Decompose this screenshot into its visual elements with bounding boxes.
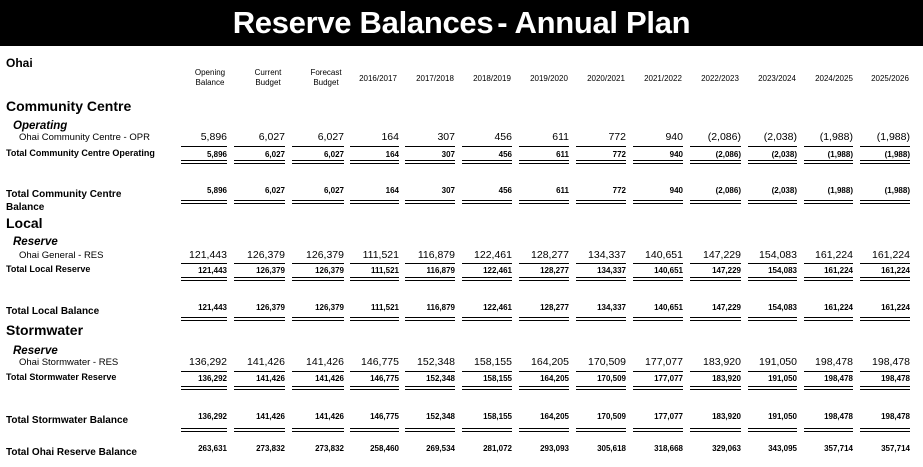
line-item-value: 772 <box>608 131 626 143</box>
subtotal-top-rule <box>633 263 683 264</box>
balance-double-rule <box>860 317 910 321</box>
balance-double-rule <box>234 317 285 321</box>
subtotal-double-rule <box>576 386 626 390</box>
line-item-value: 121,443 <box>189 249 227 261</box>
balance-double-rule <box>462 317 512 321</box>
subtotal-value: 6,027 <box>264 150 285 159</box>
subtotal-double-rule <box>633 160 683 164</box>
subtotal-double-rule <box>690 386 741 390</box>
grand-total-value: 263,631 <box>198 444 227 453</box>
balance-label: Total Stormwater Balance <box>6 415 129 426</box>
line-item-value: 198,478 <box>872 356 910 368</box>
balance-double-rule <box>462 428 512 432</box>
page-title-banner <box>0 0 923 46</box>
subtotal-double-rule <box>690 160 741 164</box>
line-item-value: 456 <box>494 131 512 143</box>
balance-value: 164,205 <box>540 412 569 421</box>
title-main: Reserve Balances <box>232 5 494 40</box>
subtotal-top-rule <box>804 263 853 264</box>
balance-value: 147,229 <box>712 303 741 312</box>
subtotal-value: 116,879 <box>426 266 455 275</box>
subtotal-top-rule <box>804 371 853 372</box>
subtotal-top-rule <box>292 146 344 147</box>
line-item-value: 611 <box>552 131 569 143</box>
subtotal-double-rule <box>292 277 344 281</box>
subtotal-double-rule <box>748 160 797 164</box>
line-item-value: 152,348 <box>417 356 455 368</box>
subtotal-value: 170,509 <box>597 374 626 383</box>
balance-double-rule <box>519 428 569 432</box>
balance-value: 307 <box>441 186 455 195</box>
line-item-value: 158,155 <box>474 356 512 368</box>
subtotal-top-rule <box>576 146 626 147</box>
balance-value: 6,027 <box>323 186 344 195</box>
line-item-value: 161,224 <box>815 249 853 261</box>
balance-double-rule <box>234 428 285 432</box>
subtotal-double-rule <box>860 160 910 164</box>
balance-double-rule <box>405 200 455 204</box>
subtotal-double-rule <box>405 386 455 390</box>
balance-double-rule <box>519 317 569 321</box>
line-item-value: 136,292 <box>189 356 227 368</box>
subtotal-value: 121,443 <box>198 266 227 275</box>
line-item-value: 141,426 <box>247 356 285 368</box>
grand-total-value: 357,714 <box>881 444 910 453</box>
balance-value: 191,050 <box>768 412 797 421</box>
subtotal-value: 154,083 <box>768 266 797 275</box>
balance-value: 164 <box>385 186 399 195</box>
subtotal-value: 198,478 <box>824 374 853 383</box>
subtotal-top-rule <box>234 263 285 264</box>
subtotal-value: 161,224 <box>881 266 910 275</box>
line-item-value: 147,229 <box>703 249 741 261</box>
subtotal-value: (2,086) <box>715 150 741 159</box>
balance-value: 6,027 <box>264 186 285 195</box>
subtotal-value: 140,651 <box>654 266 683 275</box>
line-item-value: 134,337 <box>588 249 626 261</box>
balance-double-rule <box>804 317 853 321</box>
balance-double-rule <box>292 200 344 204</box>
subtotal-double-rule <box>576 277 626 281</box>
balance-value: 140,651 <box>654 303 683 312</box>
grand-total-value: 273,832 <box>315 444 344 453</box>
section-heading: Community Centre <box>6 98 132 114</box>
subtotal-double-rule <box>350 160 399 164</box>
balance-value: 170,509 <box>597 412 626 421</box>
balance-value: 5,896 <box>206 186 227 195</box>
subtotal-double-rule <box>181 160 227 164</box>
subtotal-top-rule <box>748 371 797 372</box>
balance-label: Total Local Balance <box>6 306 100 317</box>
subtotal-double-rule <box>519 160 569 164</box>
line-item-value: (1,988) <box>876 131 910 143</box>
grand-total-value: 318,668 <box>654 444 683 453</box>
balance-double-rule <box>181 317 227 321</box>
line-item-label: Ohai General - RES <box>19 250 104 261</box>
subtotal-top-rule <box>462 263 512 264</box>
balance-value: 183,920 <box>712 412 741 421</box>
line-item-value: (1,988) <box>819 131 853 143</box>
balance-double-rule <box>181 428 227 432</box>
balance-double-rule <box>350 428 399 432</box>
subtotal-double-rule <box>576 160 626 164</box>
balance-double-rule <box>633 428 683 432</box>
title-suffix: - Annual Plan <box>497 5 691 40</box>
balance-double-rule <box>405 317 455 321</box>
subtotal-top-rule <box>519 263 569 264</box>
line-item-value: 940 <box>665 131 683 143</box>
subtotal-value: 136,292 <box>198 374 227 383</box>
balance-value: (1,988) <box>884 186 910 195</box>
location-label: Ohai <box>6 56 33 70</box>
subtotal-value: (1,988) <box>884 150 910 159</box>
balance-value: 128,277 <box>540 303 569 312</box>
subtotal-top-rule <box>690 371 741 372</box>
subtotal-double-rule <box>462 386 512 390</box>
line-item-value: 183,920 <box>703 356 741 368</box>
balance-value: 161,224 <box>824 303 853 312</box>
subtotal-double-rule <box>405 277 455 281</box>
grand-total-value: 269,534 <box>426 444 455 453</box>
balance-value: 116,879 <box>426 303 455 312</box>
subtotal-double-rule <box>860 386 910 390</box>
subtotal-value: 141,426 <box>315 374 344 383</box>
balance-value: 158,155 <box>483 412 512 421</box>
balance-double-rule <box>181 200 227 204</box>
column-header: Forecast Budget <box>310 68 342 87</box>
subtotal-top-rule <box>292 263 344 264</box>
balance-value: 772 <box>612 186 626 195</box>
balance-value: 121,443 <box>198 303 227 312</box>
line-item-value: 146,775 <box>361 356 399 368</box>
subtotal-value: 164 <box>385 150 399 159</box>
subtotal-value: 177,077 <box>654 374 683 383</box>
subtotal-value: 456 <box>498 150 512 159</box>
subtotal-value: 146,775 <box>370 374 399 383</box>
balance-double-rule <box>748 317 797 321</box>
balance-double-rule <box>804 428 853 432</box>
line-item-value: 128,277 <box>531 249 569 261</box>
balance-double-rule <box>860 200 910 204</box>
line-item-value: 116,879 <box>417 249 455 261</box>
balance-value: 198,478 <box>824 412 853 421</box>
subtotal-double-rule <box>292 160 344 164</box>
grand-total-value: 258,460 <box>370 444 399 453</box>
line-item-value: 126,379 <box>306 249 344 261</box>
subtotal-double-rule <box>519 277 569 281</box>
subtotal-double-rule <box>234 386 285 390</box>
line-item-value: 141,426 <box>306 356 344 368</box>
subtotal-double-rule <box>181 386 227 390</box>
subtotal-value: 772 <box>612 150 626 159</box>
subtotal-top-rule <box>576 263 626 264</box>
subtotal-value: 126,379 <box>256 266 285 275</box>
subtotal-top-rule <box>181 146 227 147</box>
line-item-value: 126,379 <box>247 249 285 261</box>
balance-double-rule <box>350 200 399 204</box>
subtotal-top-rule <box>860 263 910 264</box>
line-item-value: (2,086) <box>707 131 741 143</box>
balance-double-rule <box>292 428 344 432</box>
subtotal-top-rule <box>234 146 285 147</box>
subtotal-value: 122,461 <box>483 266 512 275</box>
subtotal-double-rule <box>860 277 910 281</box>
balance-value: 940 <box>669 186 683 195</box>
subtotal-value: 5,896 <box>206 150 227 159</box>
subtotal-double-rule <box>633 386 683 390</box>
line-item-value: 122,461 <box>474 249 512 261</box>
subtotal-label: Total Stormwater Reserve <box>6 372 117 382</box>
subtotal-top-rule <box>405 371 455 372</box>
subtotal-top-rule <box>860 371 910 372</box>
subtotal-double-rule <box>181 277 227 281</box>
grand-total-value: 343,095 <box>768 444 797 453</box>
subtotal-top-rule <box>234 371 285 372</box>
subtotal-top-rule <box>350 263 399 264</box>
line-item-value: 111,521 <box>362 249 399 261</box>
column-header: 2018/2019 <box>473 74 511 83</box>
subtotal-double-rule <box>519 386 569 390</box>
balance-value: 141,426 <box>315 412 344 421</box>
subtotal-value: 940 <box>669 150 683 159</box>
line-item-value: (2,038) <box>763 131 797 143</box>
balance-double-rule <box>860 428 910 432</box>
subtotal-top-rule <box>633 371 683 372</box>
balance-value: (2,038) <box>771 186 797 195</box>
subtotal-top-rule <box>405 146 455 147</box>
subtotal-top-rule <box>462 371 512 372</box>
subtotal-double-rule <box>804 277 853 281</box>
subtotal-double-rule <box>748 277 797 281</box>
subtotal-double-rule <box>804 160 853 164</box>
balance-value: 161,224 <box>881 303 910 312</box>
column-header: 2020/2021 <box>587 74 625 83</box>
line-item-value: 6,027 <box>258 131 285 143</box>
line-item-value: 154,083 <box>759 249 797 261</box>
balance-value: 136,292 <box>198 412 227 421</box>
subtotal-value: 191,050 <box>768 374 797 383</box>
balance-double-rule <box>748 200 797 204</box>
balance-value: 134,337 <box>597 303 626 312</box>
balance-value: 611 <box>556 186 569 195</box>
grand-total-value: 281,072 <box>483 444 512 453</box>
subtotal-double-rule <box>748 386 797 390</box>
column-header: 2019/2020 <box>530 74 568 83</box>
subtotal-value: 164,205 <box>540 374 569 383</box>
balance-value: 198,478 <box>881 412 910 421</box>
balance-double-rule <box>804 200 853 204</box>
grand-total-value: 357,714 <box>824 444 853 453</box>
column-header: 2021/2022 <box>644 74 682 83</box>
subtotal-value: 147,229 <box>712 266 741 275</box>
subtotal-double-rule <box>234 277 285 281</box>
subtotal-double-rule <box>350 386 399 390</box>
balance-double-rule <box>576 317 626 321</box>
subsection-heading: Reserve <box>13 236 58 248</box>
subsection-heading: Reserve <box>13 345 58 357</box>
grand-total-label: Total Ohai Reserve Balance <box>6 447 137 458</box>
column-header: 2023/2024 <box>758 74 796 83</box>
section-heading: Local <box>6 215 43 231</box>
subtotal-double-rule <box>462 277 512 281</box>
section-heading: Stormwater <box>6 322 84 338</box>
column-header: Opening Balance <box>194 68 226 87</box>
column-header: 2017/2018 <box>416 74 454 83</box>
subtotal-value: 152,348 <box>426 374 455 383</box>
subtotal-double-rule <box>234 160 285 164</box>
subtotal-top-rule <box>576 371 626 372</box>
subtotal-value: 128,277 <box>540 266 569 275</box>
subtotal-value: 141,426 <box>256 374 285 383</box>
balance-double-rule <box>405 428 455 432</box>
subtotal-double-rule <box>462 160 512 164</box>
subtotal-double-rule <box>350 277 399 281</box>
balance-value: (1,988) <box>827 186 853 195</box>
column-header: 2016/2017 <box>359 74 397 83</box>
subtotal-value: 6,027 <box>323 150 344 159</box>
subtotal-top-rule <box>350 146 399 147</box>
subtotal-top-rule <box>748 146 797 147</box>
grand-total-value: 305,618 <box>597 444 626 453</box>
balance-label: Total Community Centre Balance <box>6 189 122 213</box>
subsection-heading: Operating <box>13 120 68 132</box>
line-item-value: 307 <box>437 131 455 143</box>
balance-double-rule <box>690 200 741 204</box>
subtotal-value: 158,155 <box>483 374 512 383</box>
balance-double-rule <box>519 200 569 204</box>
subtotal-value: 307 <box>441 150 455 159</box>
line-item-value: 198,478 <box>815 356 853 368</box>
subtotal-double-rule <box>405 160 455 164</box>
balance-double-rule <box>576 200 626 204</box>
subtotal-value: 134,337 <box>597 266 626 275</box>
balance-double-rule <box>748 428 797 432</box>
balance-value: 126,379 <box>256 303 285 312</box>
subtotal-value: 111,521 <box>370 266 399 275</box>
subtotal-label: Total Community Centre Operating <box>6 148 155 158</box>
balance-double-rule <box>292 317 344 321</box>
balance-double-rule <box>462 200 512 204</box>
subtotal-value: 126,379 <box>315 266 344 275</box>
subtotal-top-rule <box>690 263 741 264</box>
subtotal-value: 198,478 <box>881 374 910 383</box>
balance-double-rule <box>350 317 399 321</box>
subtotal-top-rule <box>519 371 569 372</box>
subtotal-top-rule <box>350 371 399 372</box>
balance-double-rule <box>633 317 683 321</box>
grand-total-value: 273,832 <box>256 444 285 453</box>
balance-value: 152,348 <box>426 412 455 421</box>
balance-double-rule <box>576 428 626 432</box>
subtotal-top-rule <box>292 371 344 372</box>
balance-value: 456 <box>498 186 512 195</box>
grand-total-value: 329,063 <box>712 444 741 453</box>
line-item-value: 161,224 <box>872 249 910 261</box>
subtotal-value: (1,988) <box>827 150 853 159</box>
subtotal-double-rule <box>804 386 853 390</box>
subtotal-top-rule <box>748 263 797 264</box>
subtotal-top-rule <box>690 146 741 147</box>
line-item-value: 164 <box>381 131 399 143</box>
column-header: Current Budget <box>254 68 282 87</box>
line-item-label: Ohai Stormwater - RES <box>19 357 119 368</box>
subtotal-top-rule <box>633 146 683 147</box>
subtotal-top-rule <box>181 263 227 264</box>
subtotal-label: Total Local Reserve <box>6 264 91 274</box>
line-item-value: 177,077 <box>645 356 683 368</box>
balance-double-rule <box>633 200 683 204</box>
subtotal-value: 611 <box>556 150 569 159</box>
subtotal-top-rule <box>462 146 512 147</box>
balance-value: 177,077 <box>654 412 683 421</box>
subtotal-double-rule <box>292 386 344 390</box>
subtotal-top-rule <box>804 146 853 147</box>
line-item-value: 140,651 <box>645 249 683 261</box>
line-item-label: Ohai Community Centre - OPR <box>19 132 150 143</box>
subtotal-top-rule <box>405 263 455 264</box>
balance-double-rule <box>234 200 285 204</box>
balance-value: 111,521 <box>370 303 399 312</box>
column-header: 2022/2023 <box>701 74 739 83</box>
subtotal-top-rule <box>860 146 910 147</box>
line-item-value: 6,027 <box>317 131 344 143</box>
subtotal-value: (2,038) <box>771 150 797 159</box>
balance-double-rule <box>690 428 741 432</box>
subtotal-value: 161,224 <box>824 266 853 275</box>
line-item-value: 191,050 <box>759 356 797 368</box>
balance-value: (2,086) <box>715 186 741 195</box>
line-item-value: 170,509 <box>588 356 626 368</box>
balance-double-rule <box>690 317 741 321</box>
balance-value: 141,426 <box>256 412 285 421</box>
subtotal-top-rule <box>519 146 569 147</box>
subtotal-double-rule <box>690 277 741 281</box>
line-item-value: 5,896 <box>200 131 227 143</box>
balance-value: 122,461 <box>483 303 512 312</box>
line-item-value: 164,205 <box>531 356 569 368</box>
subtotal-top-rule <box>181 371 227 372</box>
balance-value: 146,775 <box>370 412 399 421</box>
balance-value: 126,379 <box>315 303 344 312</box>
column-header: 2025/2026 <box>871 74 909 83</box>
balance-value: 154,083 <box>768 303 797 312</box>
grand-total-value: 293,093 <box>540 444 569 453</box>
subtotal-double-rule <box>633 277 683 281</box>
column-header: 2024/2025 <box>815 74 853 83</box>
subtotal-value: 183,920 <box>712 374 741 383</box>
